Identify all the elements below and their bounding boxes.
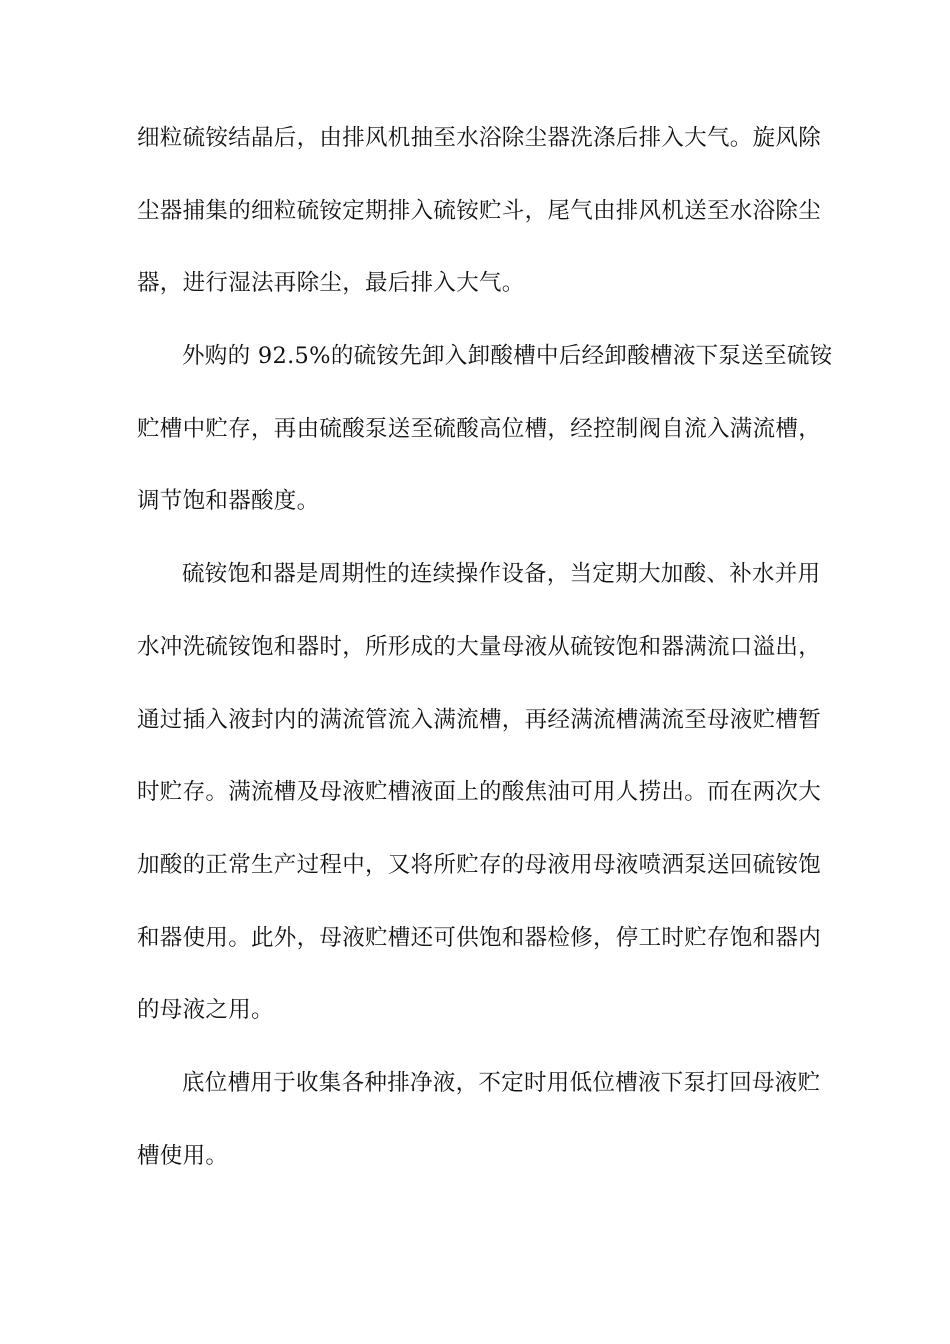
document-page xyxy=(137,118,833,1208)
paragraph-4 xyxy=(137,1063,821,1208)
text-line: 的母液之用。 xyxy=(137,997,274,1024)
text-line: 底位槽用于收集各种排净液，不定时用低位槽液下泵打回母液贮 xyxy=(182,1069,821,1096)
text-line: 器，进行湿法再除尘，最后排入大气。 xyxy=(137,270,525,297)
paragraph-2 xyxy=(137,336,833,554)
text-line: 贮槽中贮存，再由硫酸泵送至硫酸高位槽，经控制阀自流入满流槽， xyxy=(137,415,822,442)
text-line: 水冲洗硫铵饱和器时，所形成的大量母液从硫铵饱和器满流口溢出， xyxy=(137,633,822,660)
text-line: 外购的 92.5%的硫铵先卸入卸酸槽中后经卸酸槽液下泵送至硫铵 xyxy=(182,343,833,370)
paragraph-3 xyxy=(137,554,822,1063)
text-line: 槽使用。 xyxy=(137,1142,229,1169)
text-line: 和器使用。此外，母液贮槽还可供饱和器检修，停工时贮存饱和器内 xyxy=(137,924,822,951)
text-line: 硫铵饱和器是周期性的连续操作设备，当定期大加酸、补水并用 xyxy=(182,561,821,588)
text-line: 调节饱和器酸度。 xyxy=(137,488,320,515)
paragraph-1 xyxy=(137,118,822,336)
text-line: 通过插入液封内的满流管流入满流槽，再经满流槽满流至母液贮槽暂 xyxy=(137,706,822,733)
text-line: 尘器捕集的细粒硫铵定期排入硫铵贮斗，尾气由排风机送至水浴除尘 xyxy=(137,197,822,224)
text-line: 时贮存。满流槽及母液贮槽液面上的酸焦油可用人捞出。而在两次大 xyxy=(137,779,822,806)
text-line: 细粒硫铵结晶后，由排风机抽至水浴除尘器洗涤后排入大气。旋风除 xyxy=(137,125,822,151)
text-line: 加酸的正常生产过程中，又将所贮存的母液用母液喷洒泵送回硫铵饱 xyxy=(137,851,822,878)
